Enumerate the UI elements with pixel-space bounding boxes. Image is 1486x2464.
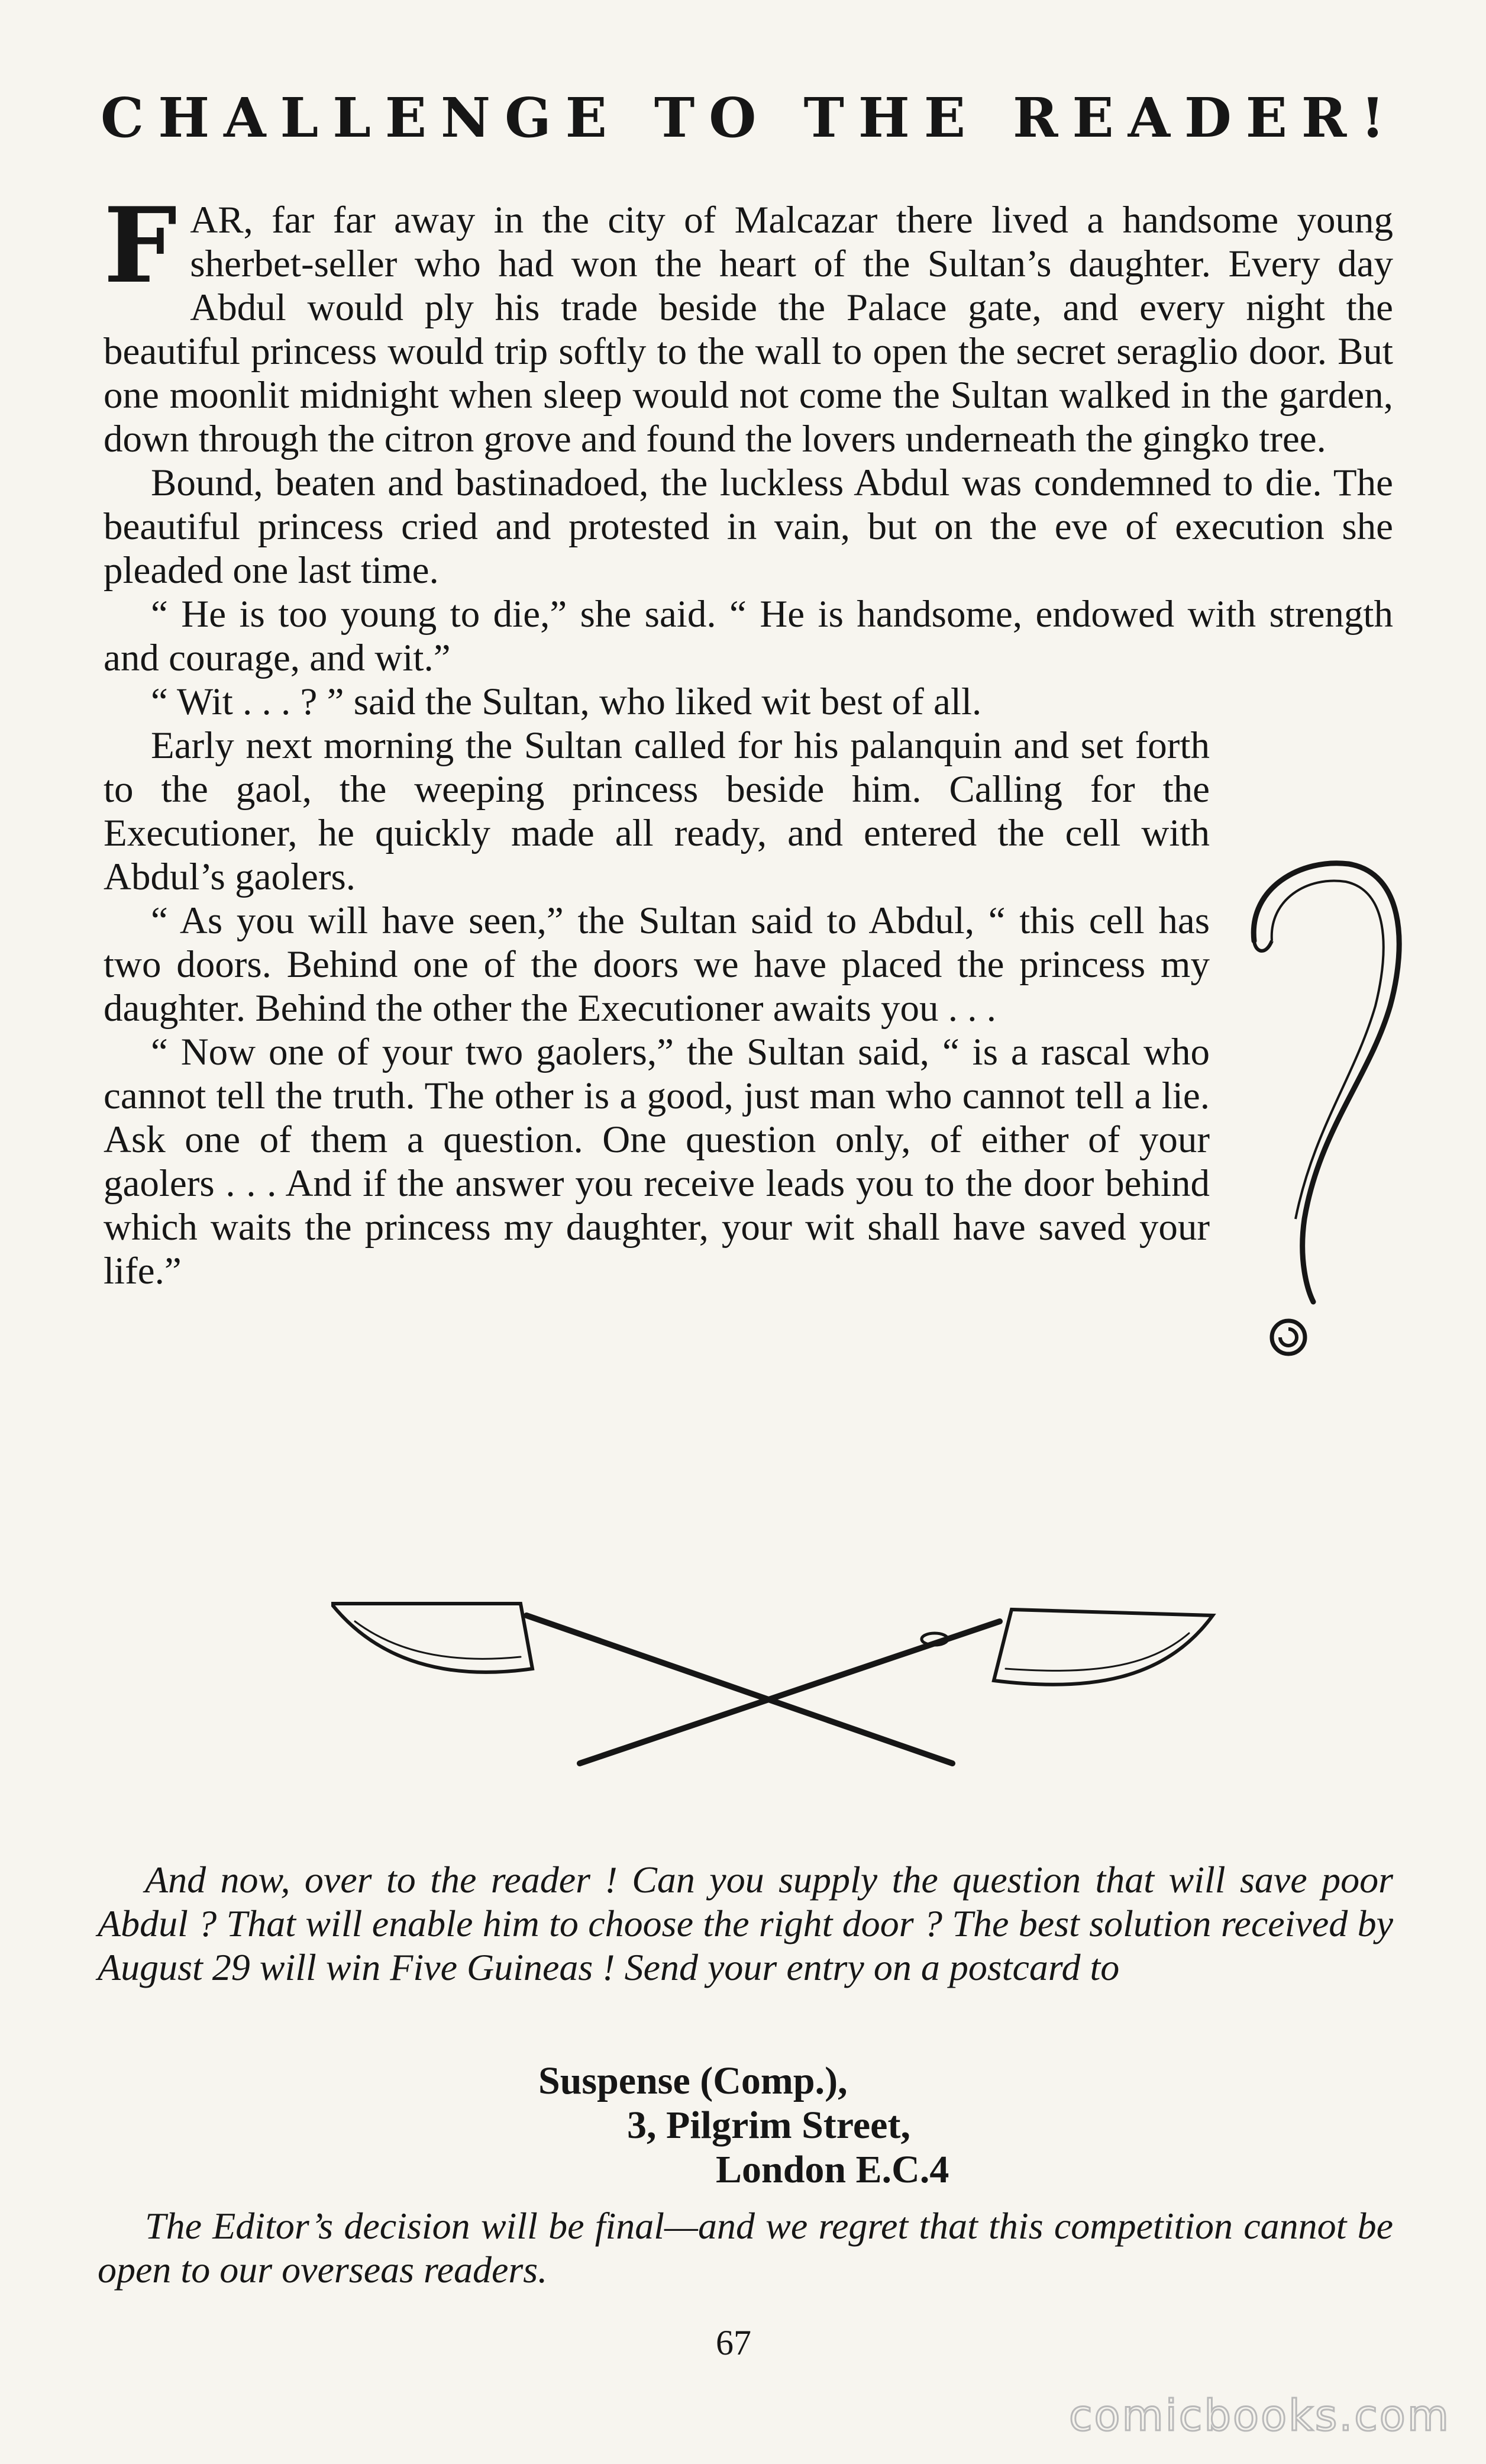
story-paragraph (104, 185, 1393, 461)
drop-cap: F (104, 185, 177, 307)
story-paragraph: “ He is too young to die,” she said. “ He is handsome, endowed with strength and courage, and wit.” (104, 593, 1393, 679)
story-paragraph: “ Now one of your two gaolers,” the Sultan said, “ is a rascal who cannot tell the truth. The other is a good, just man who cannot tell a lie. Ask one of them a question. One question only, of either of your gaolers . . . And if the answer you receive leads you to the door behind which waits the princess my daughter, your wit shall have saved your life.” (104, 1031, 1210, 1292)
page-heading: CHALLENGE TO THE READER! (101, 86, 1399, 150)
story-paragraph: “ As you will have seen,” the Sultan said to Abdul, “ this cell has two doors. Behind one of the doors we have placed the princess my daughter. Behind the other the Executioner awaits you . . . (104, 899, 1210, 1030)
story-paragraph: “ Wit . . . ? ” said the Sultan, who liked wit best of all. (151, 680, 982, 723)
editor-note: The Editor’s decision will be final—and we regret that this competition cannot be open to our overseas readers. (98, 2205, 1393, 2291)
story-paragraph: Bound, beaten and bastinadoed, the luckless Abdul was condemned to die. The beautiful princess cried and protested in vain, but on the eve of execution she pleaded one last time. (104, 462, 1393, 592)
question-mark-illustration (1248, 852, 1414, 1373)
story-body (104, 185, 1393, 1293)
address-line-3: London E.C.4 (716, 2148, 949, 2191)
watermark-text: comicbooks.com (1068, 2391, 1451, 2440)
crossed-axes-illustration (331, 1574, 1219, 1775)
story-paragraph: Early next morning the Sultan called for his palanquin and set forth to the gaol, the weeping princess beside him. Calling for the Executioner, he quickly made all ready, and entered the cell with Abdul’s gaolers. (104, 724, 1210, 898)
closing-paragraph: And now, over to the reader ! Can you supply the question that will save poor Abdul ? That will enable him to choose the right door ? The best solution received by August 29 will win Five Guineas ! Send your entry on a postcard to (98, 1859, 1393, 1988)
address-line-1: Suspense (Comp.), (538, 2059, 848, 2102)
story-text: AR, far far away in the city of Malcazar there lived a handsome young sherbet-seller who had won the heart of the Sultan’s daughter. Every day Abdul would ply his trade beside the Palace gate, and every night the beautiful princess would trip softly to the wall to open the secret seraglio door. But one moonlit midnight when sleep would not come the Sultan walked in the garden, down through the citron grove and found the lovers underneath the gingko tree. (104, 199, 1393, 460)
address-line-2: 3, Pilgrim Street, (627, 2104, 910, 2147)
page-number: 67 (716, 2323, 751, 2362)
